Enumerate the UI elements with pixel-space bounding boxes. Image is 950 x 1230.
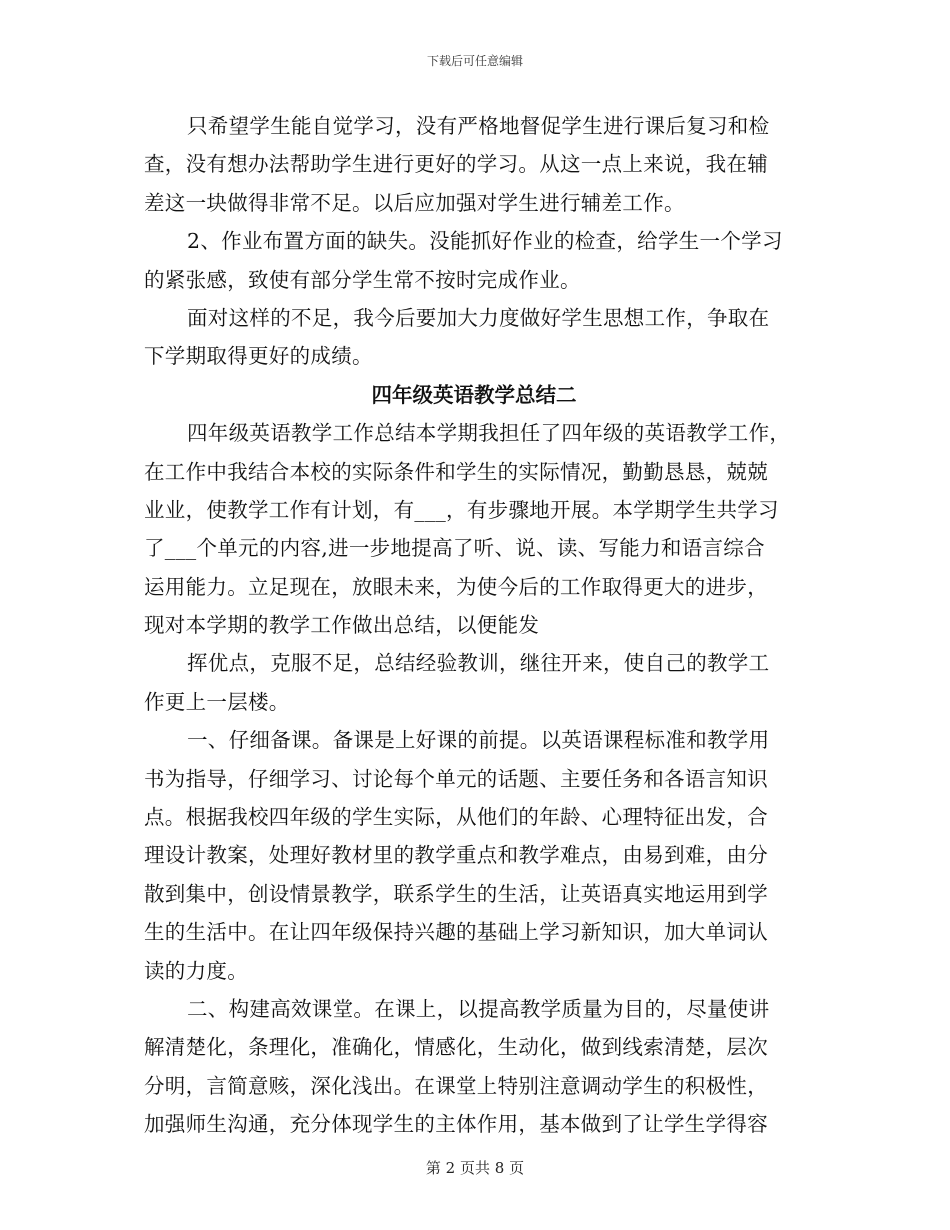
text-line: 查，没有想办法帮助学生进行更好的学习。从这一点上来说，我在辅 xyxy=(144,152,768,177)
text-line: 下学期取得更好的成绩。 xyxy=(144,344,373,369)
text-line: 在工作中我结合本校的实际条件和学生的实际情况，勤勤恳恳，兢兢 xyxy=(144,459,768,484)
text-line: 的紧张感，致使有部分学生常不按时完成作业。 xyxy=(144,267,581,292)
text-line: 差这一块做得非常不足。以后应加强对学生进行辅差工作。 xyxy=(144,190,685,215)
text-line: 生的生活中。在让四年级保持兴趣的基础上学习新知识，加大单词认 xyxy=(144,920,768,945)
text-line: 解清楚化，条理化，准确化，情感化，生动化，做到线索清楚，层次 xyxy=(144,1035,768,1060)
text-line: 只希望学生能自觉学习，没有严格地督促学生进行课后复习和检 xyxy=(187,114,770,138)
text-line: 加强师生沟通，充分体现学生的主体作用，基本做到了让学生学得容 xyxy=(144,1112,768,1137)
text-line: 了___个单元的内容,进一步地提高了听、说、读、写能力和语言综合 xyxy=(144,536,765,561)
page-header: 下载后可任意编辑 xyxy=(426,54,523,68)
text-line: 运用能力。立足现在，放眼未来，为使今后的工作取得更大的进步， xyxy=(144,574,768,599)
page-footer: 第 2 页共 8 页 xyxy=(425,1159,525,1177)
text-line: 面对这样的不足，我今后要加大力度做好学生思想工作，争取在 xyxy=(187,305,770,330)
text-line: 二、构建高效课堂。在课上，以提高教学质量为目的，尽量使讲 xyxy=(187,996,770,1021)
text-line: 2、作业布置方面的缺失。没能抓好作业的检查，给学生一个学习 xyxy=(187,229,783,254)
text-line: 挥优点，克服不足，总结经验教训，继往开来，使自己的教学工 xyxy=(187,651,770,676)
text-line: 点。根据我校四年级的学生实际，从他们的年龄、心理特征出发，合 xyxy=(144,805,768,830)
text-line: 散到集中，创设情景教学，联系学生的生活，让英语真实地运用到学 xyxy=(144,881,768,906)
text-line: 作更上一层楼。 xyxy=(144,689,290,714)
document-body xyxy=(144,107,804,1144)
text-line: 读的力度。 xyxy=(144,958,248,983)
text-line: 书为指导，仔细学习、讨论每个单元的话题、主要任务和各语言知识 xyxy=(144,766,768,791)
text-line: 四年级英语教学工作总结本学期我担任了四年级的英语教学工作， xyxy=(187,421,791,446)
section-heading: 四年级英语教学总结二 xyxy=(371,382,577,407)
text-line: 现对本学期的教学工作做出总结，以便能发 xyxy=(144,613,540,638)
text-line: 一、仔细备课。备课是上好课的前提。以英语课程标准和教学用 xyxy=(187,728,770,753)
text-line: 业业，使教学工作有计划，有___，有步骤地开展。本学期学生共学习 xyxy=(144,497,779,522)
text-line: 分明，言简意赅，深化浅出。在课堂上特别注意调动学生的积极性， xyxy=(144,1073,768,1098)
text-line: 理设计教案，处理好教材里的教学重点和教学难点，由易到难，由分 xyxy=(144,843,768,868)
